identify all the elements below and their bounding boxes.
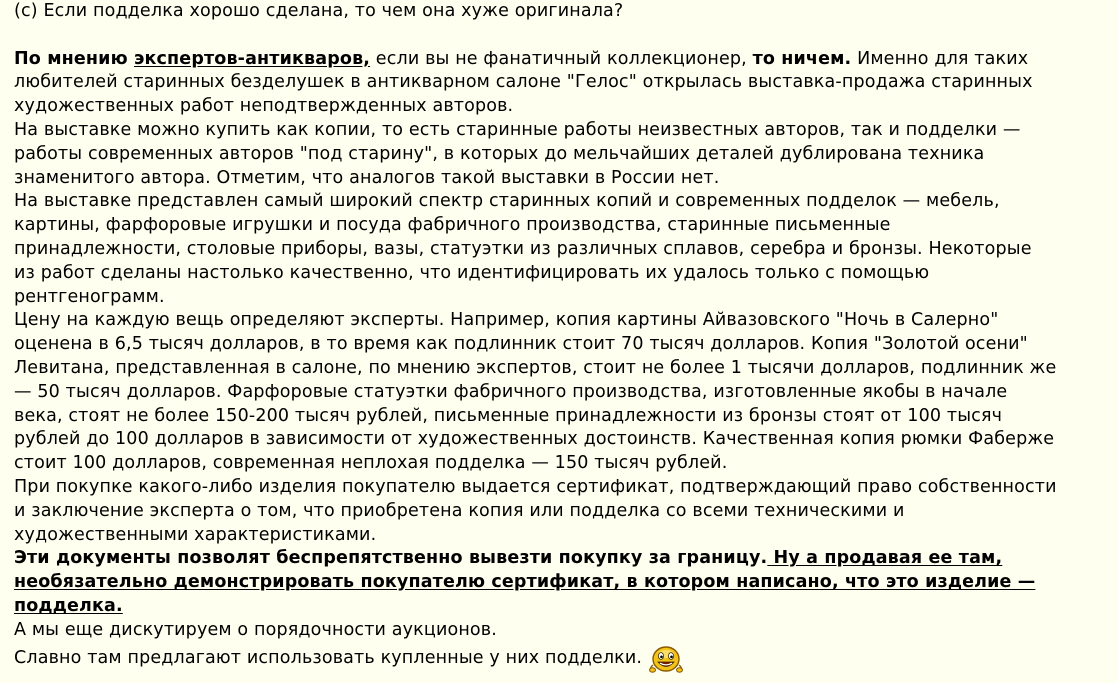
paragraph-3-line-3: принадлежности, столовые приборы, вазы, статуэтки из различных сплавов, серебра и бронзы. Некоторые <box>14 238 1032 259</box>
text-span: Именно для таких <box>851 48 1029 69</box>
paragraph-3-line-4: из работ сделаны настолько качественно, что идентифицировать их удалось только с помощью <box>14 262 930 283</box>
paragraph-2-line-1: На выставке можно купить как копии, то есть старинные работы неизвестных авторов, так и подделки — <box>14 119 1021 140</box>
paragraph-6-line-1 <box>14 547 1118 571</box>
quote-question: (с) Если подделка хорошо сделана, то чем она хуже оригинала? <box>14 1 624 21</box>
paragraph-5-line-2: и заключение эксперта о том, что приобретена копия или подделка со всеми техническими и <box>14 500 905 521</box>
text-span: если вы не фанатичный коллекционер, <box>370 48 753 69</box>
paragraph-1-line-1 <box>14 48 1118 72</box>
bold-statement: Эти документы позволят беспрепятственно вывезти покупку за границу. <box>14 548 768 569</box>
paragraph-5-line-3: художественными характеристиками. <box>14 524 377 545</box>
paragraph-1-line-3: художественных работ неподтвержденных авторов. <box>14 96 514 117</box>
paragraph-3-line-1: На выставке представлен самый широкий спектр старинных копий и современных подделок — мебель, <box>14 191 1000 212</box>
paragraph-7-line-1: А мы еще дискутируем о порядочности аукционов. <box>14 619 497 640</box>
closing-remark: Славно там предлагают использовать купленные у них подделки. <box>14 647 643 668</box>
bold-lead: По мнению <box>14 48 134 69</box>
paragraph-7-line-2 <box>14 643 1118 667</box>
underlined-statement: Ну а продавая ее там, <box>767 548 1003 569</box>
paragraph-4-line-5: века, стоят не более 150-200 тысяч рублей, письменные принадлежности из бронзы стоят от 100 тысяч <box>14 405 1003 426</box>
paragraph-4-line-2: оценена в 6,5 тысяч долларов, в то время как подлинник стоит 70 тысяч долларов. Копия "Золотой осени" <box>14 334 1028 355</box>
bold-answer: то ничем. <box>752 48 852 69</box>
paragraph-4-line-6: рублей до 100 долларов в зависимости от художественных достоинств. Качественная копия рюмки Фаберже <box>14 429 1055 450</box>
paragraph-4-line-4: — 50 тысяч долларов. Фарфоровые статуэтки фабричного производства, изготовленные якобы в начале <box>14 381 1008 402</box>
experts-link[interactable]: экспертов-антикваров, <box>133 48 371 69</box>
paragraph-4-line-7: стоит 100 долларов, современная неплохая подделка — 150 тысяч рублей. <box>14 453 728 474</box>
paragraph-gap <box>14 24 1118 48</box>
paragraph-6-line-2 <box>14 571 1118 595</box>
paragraph-3-line-2: картины, фарфоровые игрушки и посуда фабричного производства, старинные письменные <box>14 215 891 236</box>
paragraph-3-line-5: рентгенограмм. <box>14 286 165 307</box>
paragraph-2-line-2: работы современных авторов "под старину", в которых до мельчайших деталей дублирована техника <box>14 143 985 164</box>
paragraph-1-line-2: любителей старинных безделушек в антикварном салоне "Гелос" открылась выставка-продажа старинных <box>14 72 1033 93</box>
paragraph-5-line-1: При покупке какого-либо изделия покупателю выдается сертификат, подтверждающий право собственности <box>14 476 1057 497</box>
paragraph-4-line-3: Левитана, представленная в салоне, по мнению экспертов, стоит не более 1 тысячи долларов, подлинник же <box>14 357 1057 378</box>
underlined-statement: подделка. <box>14 595 123 616</box>
paragraph-6-line-3 <box>14 595 1118 619</box>
underlined-statement: необязательно демонстрировать покупателю сертификат, в котором написано, что это изделие — <box>14 572 1036 593</box>
laughing-smiley-icon <box>648 643 684 673</box>
paragraph-2-line-3: знаменитого автора. Отметим, что аналогов такой выставки в России нет. <box>14 167 720 188</box>
paragraph-4-line-1: Цену на каждую вещь определяют эксперты. Например, копия картины Айвазовского "Ночь в Салерно" <box>14 310 999 331</box>
